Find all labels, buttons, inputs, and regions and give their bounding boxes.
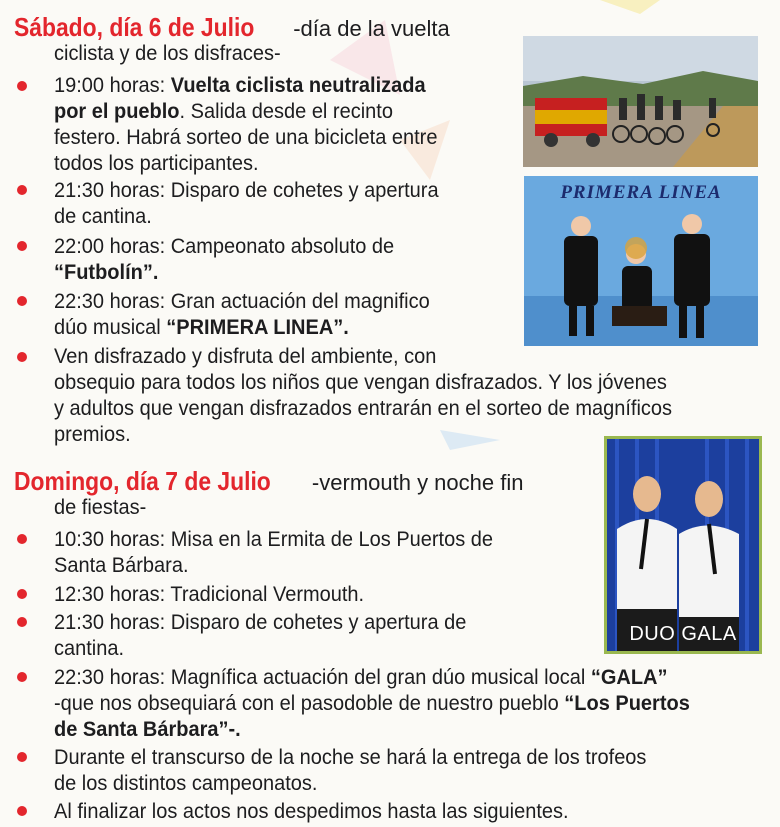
bullet bbox=[17, 81, 27, 91]
saturday-heading: Sábado, día 6 de Julio -día de la vuelta bbox=[14, 12, 450, 42]
primera-linea-banner: PRIMERA LINEA bbox=[560, 182, 722, 203]
bullet bbox=[17, 806, 27, 816]
bullet bbox=[17, 241, 27, 251]
sunday-heading: Domingo, día 7 de Julio -vermouth y noche fin bbox=[14, 466, 524, 496]
saturday-item-1-line2: por el pueblo. Salida desde el recinto bbox=[54, 99, 393, 123]
sunday-item-6: Al finalizar los actos nos despedimos hasta las siguientes. bbox=[54, 799, 569, 823]
bullet bbox=[17, 617, 27, 627]
saturday-item-1-line3: festero. Habrá sorteo de una bicicleta entre bbox=[54, 125, 438, 149]
bullet bbox=[17, 185, 27, 195]
saturday-item-5: Ven disfrazado y disfruta del ambiente, con bbox=[54, 344, 437, 368]
saturday-item-5-line3: y adultos que vengan disfrazados entrarán en el sorteo de magníficos bbox=[54, 396, 673, 420]
sunday-item-3: 21:30 horas: Disparo de cohetes y apertura de bbox=[54, 610, 467, 634]
saturday-item-5-line2: obsequio para todos los niños que vengan disfrazados. Y los jóvenes bbox=[54, 370, 667, 394]
saturday-item-3: 22:00 horas: Campeonato absoluto de bbox=[54, 234, 395, 258]
bullet bbox=[17, 296, 27, 306]
saturday-item-3-line2: “Futbolín”. bbox=[54, 260, 159, 284]
bullet bbox=[17, 352, 27, 362]
sunday-item-5: Durante el transcurso de la noche se hará la entrega de los trofeos bbox=[54, 745, 647, 769]
bullet bbox=[17, 752, 27, 762]
duo-gala-caption: DUO GALA bbox=[629, 623, 737, 645]
sunday-item-4: 22:30 horas: Magnífica actuación del gran dúo musical local “GALA” bbox=[54, 665, 668, 689]
saturday-item-2-line2: de cantina. bbox=[54, 204, 152, 228]
bullet bbox=[17, 534, 27, 544]
cycling-photo bbox=[523, 36, 758, 167]
saturday-item-1-line4: todos los participantes. bbox=[54, 151, 259, 175]
sunday-item-2: 12:30 horas: Tradicional Vermouth. bbox=[54, 582, 365, 606]
sunday-item-3-line2: cantina. bbox=[54, 636, 125, 660]
sunday-item-5-line2: de los distintos campeonatos. bbox=[54, 771, 318, 795]
sunday-item-4-line3: de Santa Bárbara”-. bbox=[54, 717, 241, 741]
sunday-item-1: 10:30 horas: Misa en la Ermita de Los Puertos de bbox=[54, 527, 494, 551]
sunday-item-4-line2: -que nos obsequiará con el pasodoble de nuestro pueblo “Los Puertos bbox=[54, 691, 690, 715]
sunday-item-1-line2: Santa Bárbara. bbox=[54, 553, 189, 577]
bullet bbox=[17, 672, 27, 682]
bullet bbox=[17, 589, 27, 599]
sunday-heading-line2: de fiestas- bbox=[54, 495, 147, 519]
saturday-heading-line2: ciclista y de los disfraces- bbox=[54, 41, 281, 65]
saturday-item-2: 21:30 horas: Disparo de cohetes y apertura bbox=[54, 178, 439, 202]
primera-linea-photo bbox=[524, 176, 758, 346]
saturday-item-4-line2: dúo musical “PRIMERA LINEA”. bbox=[54, 315, 349, 339]
saturday-item-1: 19:00 horas: Vuelta ciclista neutralizada bbox=[54, 73, 426, 97]
duo-gala-photo bbox=[604, 436, 762, 654]
saturday-item-5-line4: premios. bbox=[54, 422, 131, 446]
saturday-item-4: 22:30 horas: Gran actuación del magnifico bbox=[54, 289, 430, 313]
